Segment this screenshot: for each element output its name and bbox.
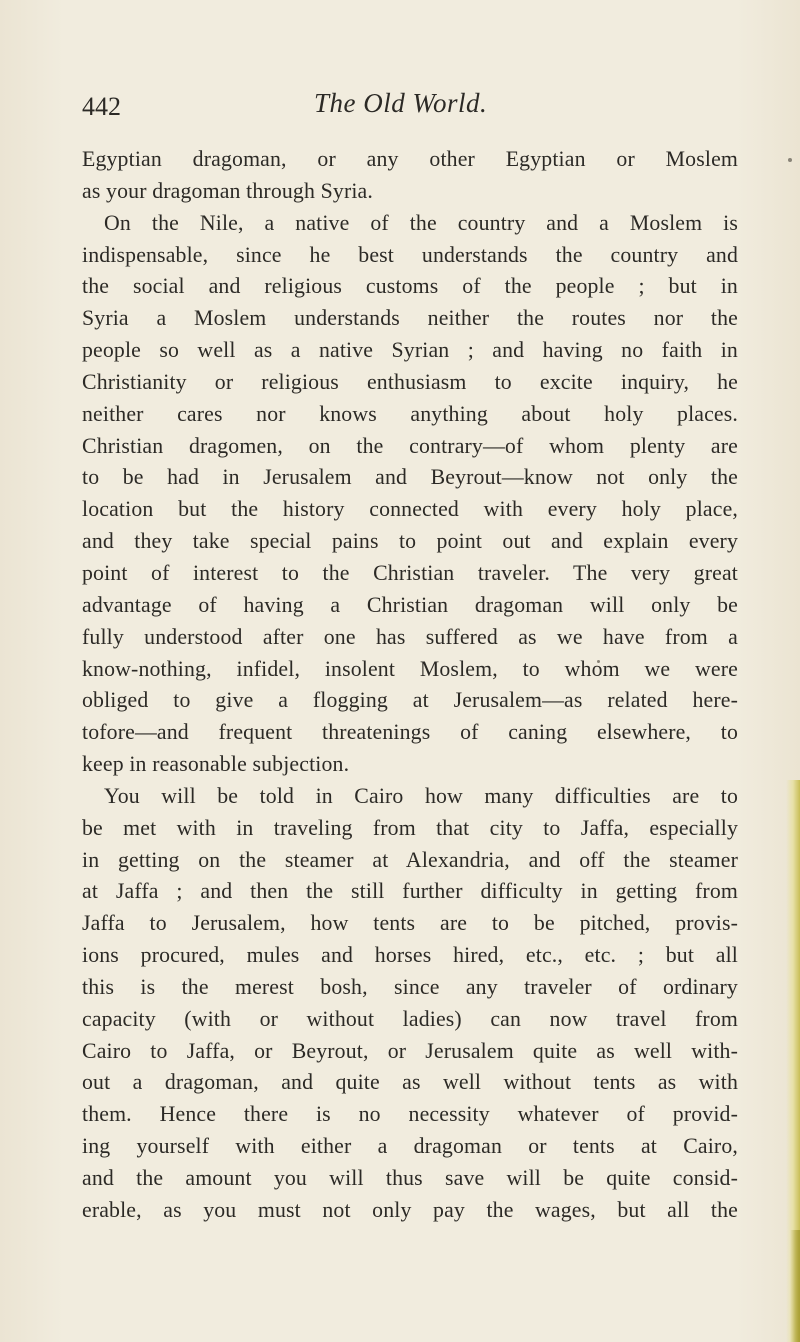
paper-speck — [788, 158, 792, 162]
text-line: advantage of having a Christian dragoman will only be — [82, 592, 738, 617]
text-line: out a dragoman, and quite as well without tents as with — [82, 1070, 738, 1095]
text-line: Christian dragomen, on the contrary—of whom plenty are — [82, 433, 738, 458]
text-line: and the amount you will thus save will be quite consid- — [82, 1166, 738, 1190]
text-line: at Jaffa ; and then the still further difficulty in getting from — [82, 879, 738, 904]
text-line: the social and religious customs of the people ; but in — [82, 274, 738, 299]
text-line: and they take special pains to point out and explain every — [82, 529, 738, 554]
text-line: know-nothing, infidel, insolent Moslem, to whom we were — [82, 656, 738, 681]
text-line: people so well as a native Syrian ; and having no faith in — [82, 338, 738, 363]
text-line: obliged to give a flogging at Jerusalem—as related here- — [82, 688, 738, 713]
page-number: 442 — [82, 92, 121, 121]
text-line: Egyptian dragoman, or any other Egyptian or Moslem — [82, 147, 738, 171]
text-line: point of interest to the Christian traveler. The very great — [82, 560, 738, 585]
text-line: location but the history connected with every holy place, — [82, 497, 738, 522]
text-line: Jaffa to Jerusalem, how tents are to be pitched, provis- — [82, 911, 738, 936]
text-line: fully understood after one has suffered as we have from a — [82, 624, 738, 649]
text-line: this is the merest bosh, since any traveler of ordinary — [82, 974, 738, 999]
text-line: as your dragoman through Syria. — [82, 178, 373, 203]
text-line: in getting on the steamer at Alexandria, and off the steamer — [82, 847, 738, 872]
text-line: Syria a Moslem understands neither the routes nor the — [82, 306, 738, 331]
text-line: be met with in traveling from that city to Jaffa, especially — [82, 815, 738, 840]
running-head: The Old World. — [314, 88, 488, 118]
body-text — [82, 144, 738, 1227]
text-line: them. Hence there is no necessity whatever of provid- — [82, 1102, 738, 1127]
page-edge-stain-dark — [790, 1230, 800, 1342]
text-line: You will be told in Cairo how many difficulties are to — [104, 783, 738, 808]
text-line: neither cares nor knows anything about holy places. — [82, 401, 738, 426]
text-line: erable, as you must not only pay the wages, but all the — [82, 1197, 738, 1222]
text-line: Cairo to Jaffa, or Beyrout, or Jerusalem quite as well with- — [82, 1038, 738, 1063]
text-line: tofore—and frequent threatenings of caning elsewhere, to — [82, 720, 738, 745]
text-line: Christianity or religious enthusiasm to excite inquiry, he — [82, 369, 738, 394]
text-line: On the Nile, a native of the country and a Moslem is — [104, 210, 738, 235]
text-line: keep in reasonable subjection. — [82, 752, 350, 777]
text-line: indispensable, since he best understands the country and — [82, 242, 738, 267]
text-line: ing yourself with either a dragoman or tents at Cairo, — [82, 1134, 738, 1159]
text-line: to be had in Jerusalem and Beyrout—know not only the — [82, 465, 738, 490]
text-line: capacity (with or without ladies) can now travel from — [82, 1006, 738, 1031]
page-header — [82, 88, 732, 132]
text-line: ions procured, mules and horses hired, etc., etc. ; but all — [82, 943, 738, 968]
